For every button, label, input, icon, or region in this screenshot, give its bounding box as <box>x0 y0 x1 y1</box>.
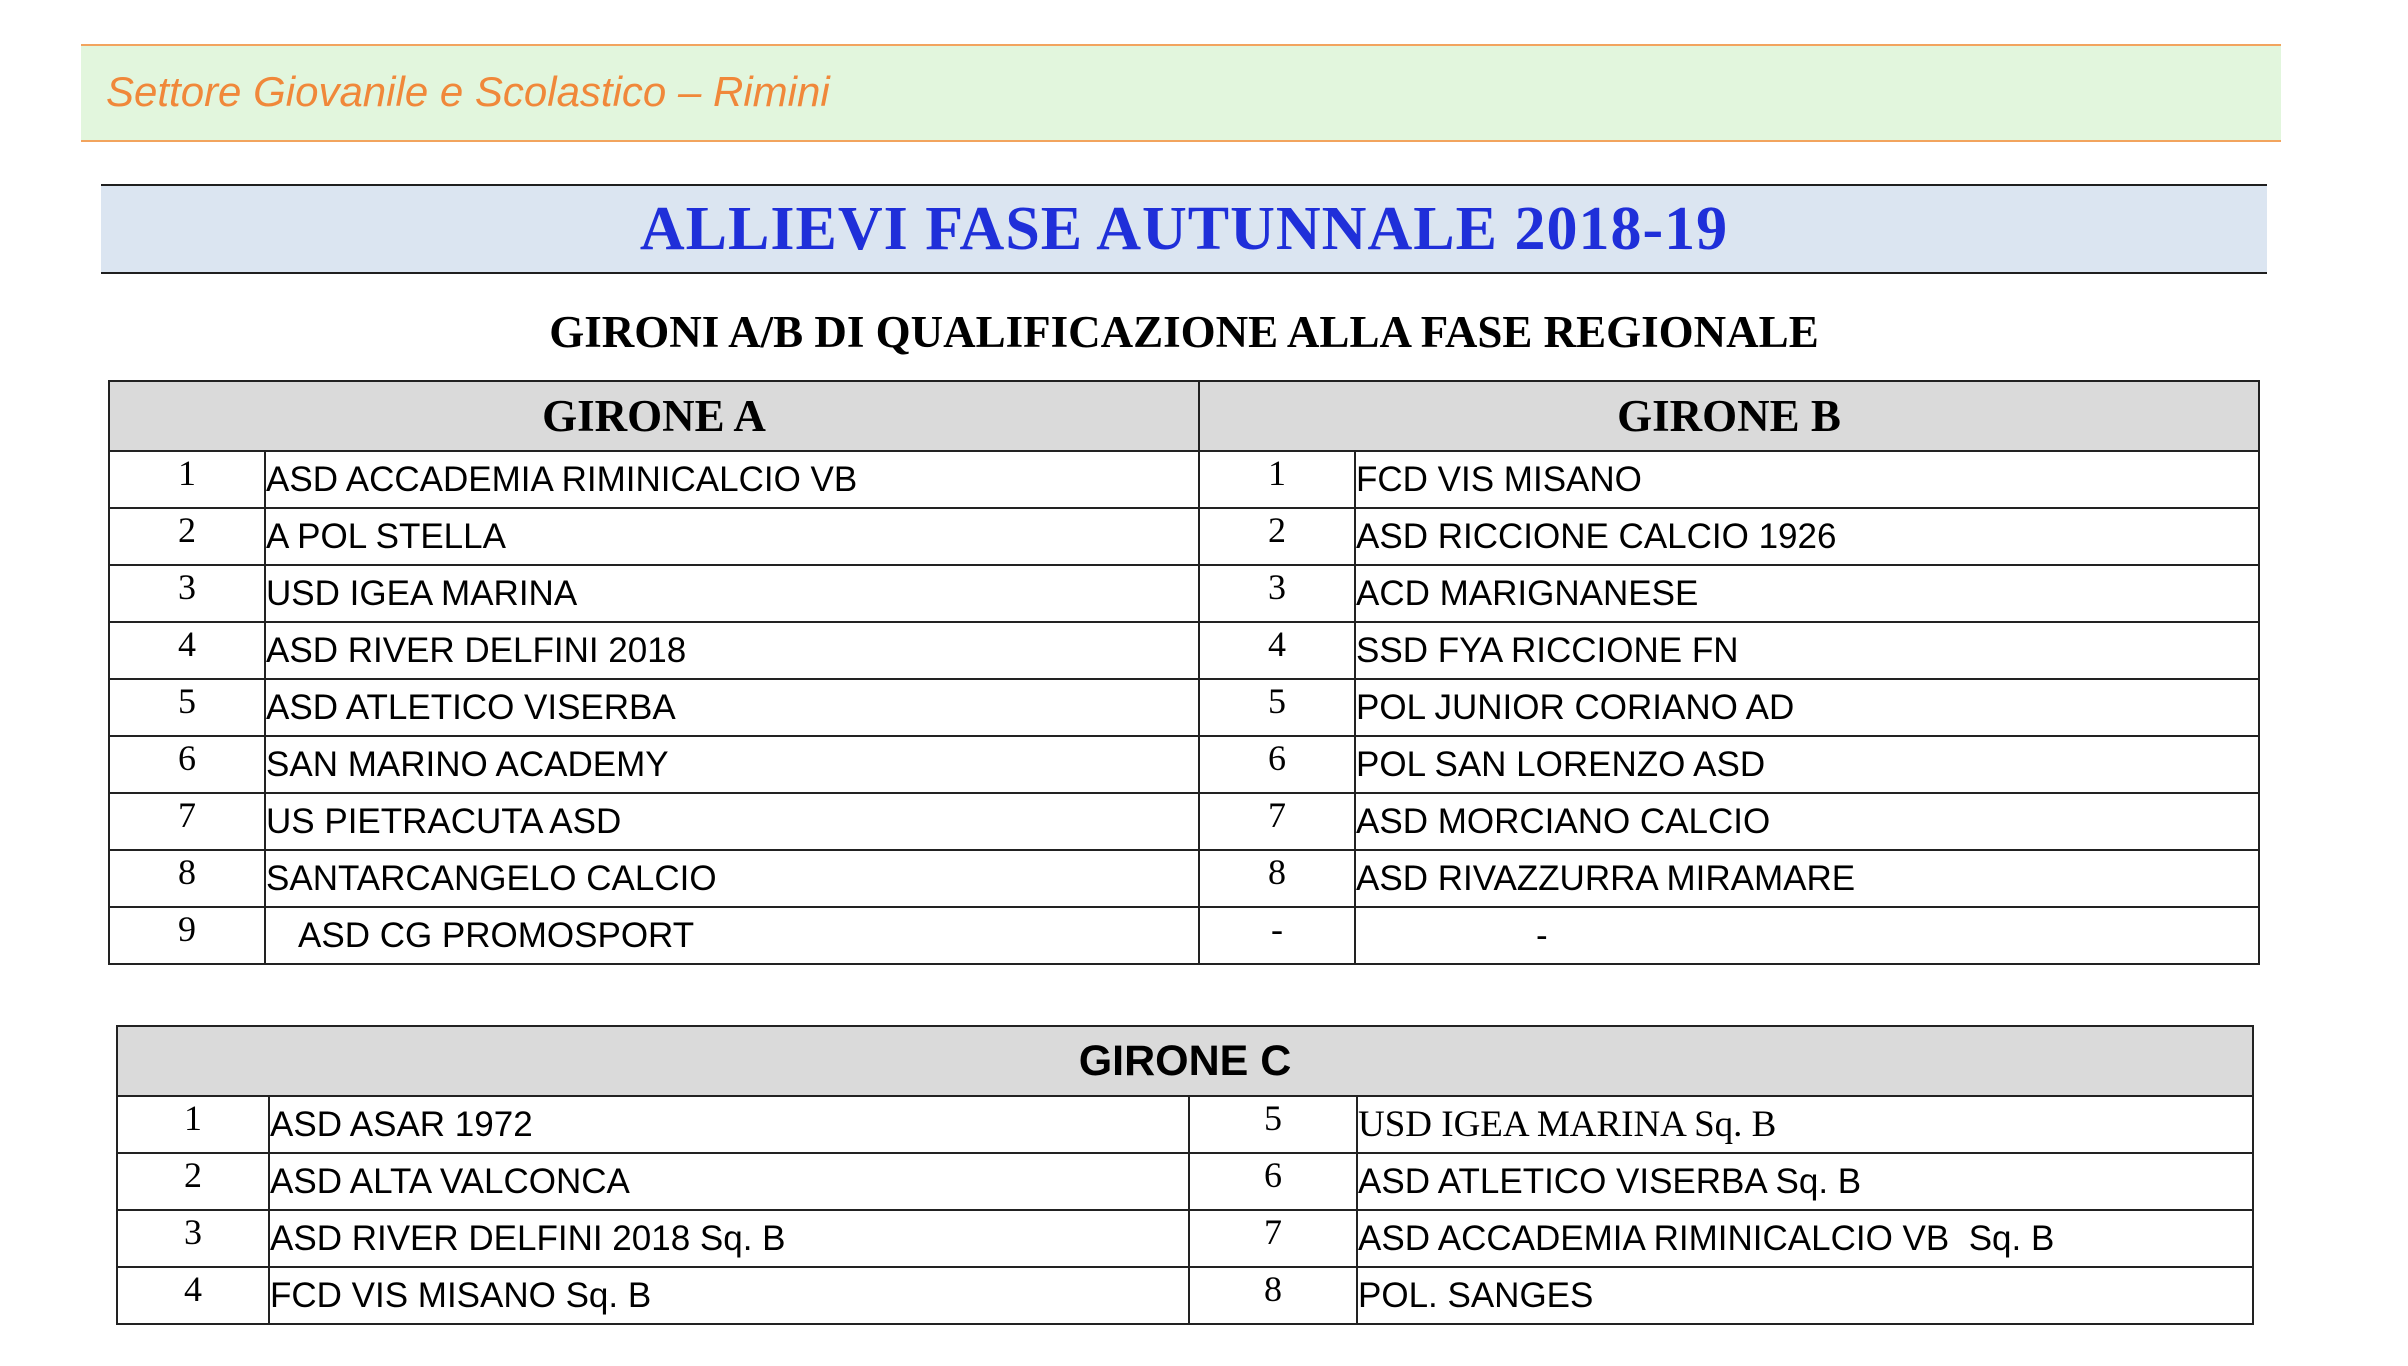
title-band <box>101 184 2267 274</box>
team-number: 9 <box>109 907 265 964</box>
table-row <box>117 1210 2253 1267</box>
team-name: SSD FYA RICCIONE FN <box>1355 622 2259 679</box>
team-number: 1 <box>109 451 265 508</box>
girone-c-title: GIRONE C <box>117 1026 2253 1096</box>
team-name: ASD ASAR 1972 <box>269 1096 1189 1153</box>
table-row <box>109 907 2259 964</box>
team-number: 2 <box>1199 508 1355 565</box>
team-name: SAN MARINO ACADEMY <box>265 736 1199 793</box>
sector-title: Settore Giovanile e Scolastico – Rimini <box>106 68 830 115</box>
team-number: 4 <box>117 1267 269 1324</box>
team-name: USD IGEA MARINA Sq. B <box>1357 1096 2253 1153</box>
team-name: ASD ALTA VALCONCA <box>269 1153 1189 1210</box>
girone-c-header-row <box>117 1026 2253 1096</box>
page-title: ALLIEVI FASE AUTUNNALE 2018-19 <box>639 195 1729 263</box>
team-number: 7 <box>1199 793 1355 850</box>
table-row <box>117 1153 2253 1210</box>
page-subtitle: GIRONI A/B DI QUALIFICAZIONE ALLA FASE REGIONALE <box>549 307 1819 357</box>
team-name: US PIETRACUTA ASD <box>265 793 1199 850</box>
team-number: 8 <box>1199 850 1355 907</box>
table-row <box>117 1096 2253 1153</box>
girone-ab-header-row <box>109 381 2259 451</box>
team-name: A POL STELLA <box>265 508 1199 565</box>
team-number: 6 <box>1189 1153 1357 1210</box>
team-number: 2 <box>109 508 265 565</box>
girone-c-table <box>116 1025 2254 1325</box>
team-name: POL JUNIOR CORIANO AD <box>1355 679 2259 736</box>
team-number: 4 <box>1199 622 1355 679</box>
table-row <box>109 622 2259 679</box>
team-number: 7 <box>1189 1210 1357 1267</box>
team-number: 2 <box>117 1153 269 1210</box>
team-name: FCD VIS MISANO Sq. B <box>269 1267 1189 1324</box>
team-name: ACD MARIGNANESE <box>1355 565 2259 622</box>
team-number: 3 <box>1199 565 1355 622</box>
team-name: POL SAN LORENZO ASD <box>1355 736 2259 793</box>
team-number: 3 <box>109 565 265 622</box>
team-number: 8 <box>109 850 265 907</box>
sector-header <box>81 44 2281 142</box>
team-number: 3 <box>117 1210 269 1267</box>
team-number: 7 <box>109 793 265 850</box>
team-name: ASD ACCADEMIA RIMINICALCIO VB Sq. B <box>1357 1210 2253 1267</box>
team-name: - <box>1355 907 2259 964</box>
team-number: 1 <box>117 1096 269 1153</box>
team-name: ASD MORCIANO CALCIO <box>1355 793 2259 850</box>
table-row <box>109 565 2259 622</box>
team-name: SANTARCANGELO CALCIO <box>265 850 1199 907</box>
team-name: ASD RICCIONE CALCIO 1926 <box>1355 508 2259 565</box>
team-number: 1 <box>1199 451 1355 508</box>
team-name: ASD RIVER DELFINI 2018 <box>265 622 1199 679</box>
team-name: ASD RIVAZZURRA MIRAMARE <box>1355 850 2259 907</box>
team-number: 8 <box>1189 1267 1357 1324</box>
table-row <box>109 793 2259 850</box>
team-name: POL. SANGES <box>1357 1267 2253 1324</box>
table-row <box>109 850 2259 907</box>
girone-a-title: GIRONE A <box>109 381 1199 451</box>
team-name: ASD ATLETICO VISERBA <box>265 679 1199 736</box>
team-number: - <box>1199 907 1355 964</box>
team-number: 6 <box>109 736 265 793</box>
team-number: 5 <box>1189 1096 1357 1153</box>
team-number: 4 <box>109 622 265 679</box>
team-number: 5 <box>109 679 265 736</box>
table-row <box>109 508 2259 565</box>
table-row <box>109 679 2259 736</box>
girone-ab-table <box>108 380 2260 965</box>
team-name: USD IGEA MARINA <box>265 565 1199 622</box>
table-row <box>117 1267 2253 1324</box>
table-row <box>109 736 2259 793</box>
team-name: ASD ACCADEMIA RIMINICALCIO VB <box>265 451 1199 508</box>
team-name: ASD RIVER DELFINI 2018 Sq. B <box>269 1210 1189 1267</box>
team-name: FCD VIS MISANO <box>1355 451 2259 508</box>
team-name: ASD CG PROMOSPORT <box>265 907 1199 964</box>
team-number: 5 <box>1199 679 1355 736</box>
team-name: ASD ATLETICO VISERBA Sq. B <box>1357 1153 2253 1210</box>
girone-b-title: GIRONE B <box>1199 381 2259 451</box>
team-number: 6 <box>1199 736 1355 793</box>
table-row <box>109 451 2259 508</box>
